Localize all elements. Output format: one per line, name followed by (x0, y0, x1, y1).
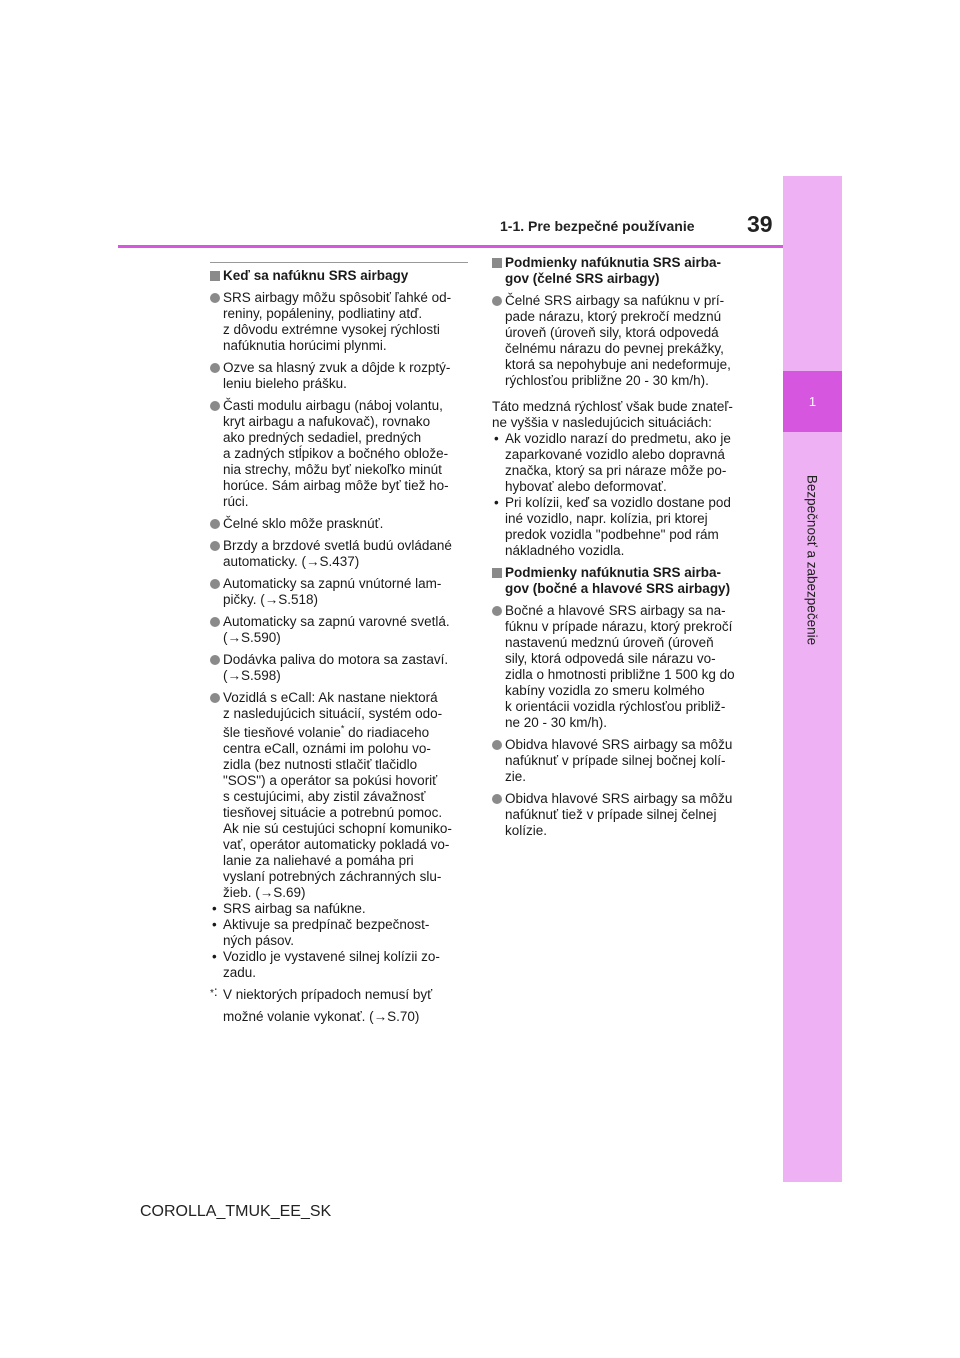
sub-bullet-item: • Aktivuje sa predpínač bezpečnost- ných pásov. (212, 917, 430, 948)
bullet-item: Brzdy a brzdové svetlá budú ovládané automaticky. (→S.437) (210, 538, 472, 570)
sub-bullet-item: • Pri kolízii, keď sa vozidlo dostane pod iné vozidlo, napr. kolízia, pri ktorej predok vozidla "podbehne" pod rám nákladného vozidla. (494, 495, 731, 558)
threshold-paragraph: Táto medzná rýchlosť však bude znateľ- ne vyššia v nasledujúcich situáciách: (492, 399, 733, 430)
square-bullet-icon (492, 258, 502, 268)
bullet-item: Časti modulu airbagu (náboj volantu, kryt airbagu a nafukovač), rovnako ako predných sedadiel, predných a zadných stĺpikov a bočného oblože- nia strechy, môžu byť niekoľko minút horúce. Sám airbag môže byť tiež ho- rúci. (210, 398, 472, 510)
round-bullet-icon (492, 740, 502, 750)
bullet-item: Bočné a hlavové SRS airbagy sa na- fúknu v prípade nárazu, ktorý prekročí nastavenú medznú úroveň (úroveň sily, ktorá odpovedá sile nárazu vo- zidla o hmotnosti približne 1 500 kg do kabíny vozidla zo smeru kolmého k orientácii vozidla rýchlosťou približ- ne 20 - 30 km/h). (492, 603, 760, 731)
round-bullet-icon (210, 693, 220, 703)
left-column (210, 268, 472, 1025)
bullet-item: Čelné sklo môže prasknúť. (210, 516, 472, 532)
bullet-item: SRS airbagy môžu spôsobiť ľahké od- reniny, popáleniny, podliatiny atď. z dôvodu extrémne vysokej rýchlosti nafúknutia horúcimi plynmi. (210, 290, 472, 354)
header-divider (118, 245, 783, 248)
bullet-item: Obidva hlavové SRS airbagy sa môžu nafúknuť tiež v prípade silnej čelnej kolízie. (492, 791, 760, 839)
sub-bullet-item: • SRS airbag sa nafúkne. (212, 901, 366, 916)
section-title: 1-1. Pre bezpečné používanie (500, 218, 695, 234)
round-bullet-icon (210, 541, 220, 551)
sub-bullet-item: • Ak vozidlo narazí do predmetu, ako je zaparkované vozidlo alebo dopravná značka, ktorý sa pri náraze môže po- hybovať alebo deformovať. (494, 431, 731, 494)
page-number: 39 (747, 211, 773, 237)
heading-side-curtain-conditions: Podmienky nafúknutia SRS airba- gov (bočné a hlavové SRS airbagy) (492, 565, 760, 597)
heading-airbag-deploy: Keď sa nafúknu SRS airbagy (210, 268, 472, 284)
bullet-item-ecall: Vozidlá s eCall: Ak nastane niektorá z nasledujúcich situácií, systém odo- šle tiesňové volanie* do riadiaceho centra eCall, oznámi im polohu vo- zidla (bez nutnosti stlačiť tlačidlo "SOS") a operátor sa pokúsi hovoriť s cestujúcimi, aby zistil závažnosť tiesňovej situácie a potrebnú pomoc. Ak nie sú cestujúci schopní komuniko- vať, operátor automaticky pokladá vo- lanie za naliehavé a pomáha pri vyslaní potrebných záchranných slu- žieb. (→S.69) (210, 690, 472, 901)
bullet-item: Automaticky sa zapnú varovné svetlá. (→S.590) (210, 614, 472, 646)
round-bullet-icon (210, 519, 220, 529)
bullet-item: Obidva hlavové SRS airbagy sa môžu nafúknuť v prípade silnej bočnej kolí- zie. (492, 737, 760, 785)
document-code-footer: COROLLA_TMUK_EE_SK (140, 1203, 332, 1220)
bullet-item: Ozve sa hlasný zvuk a dôjde k rozptý- leniu bieleho prášku. (210, 360, 472, 392)
round-bullet-icon (492, 794, 502, 804)
square-bullet-icon (210, 271, 220, 281)
bullet-item: Čelné SRS airbagy sa nafúknu v prí- pade nárazu, ktorý prekročí medznú úroveň (úroveň sily, ktorá odpovedá čelnému nárazu do pevnej prekážky, ktorá sa nepohybuje ani nedeformuje, rýchlosťou približne 20 - 30 km/h). (492, 293, 760, 389)
round-bullet-icon (210, 401, 220, 411)
footnote-marker: * (340, 723, 345, 734)
square-bullet-icon (492, 568, 502, 578)
bullet-item: Automaticky sa zapnú vnútorné lam- pičky. (→S.518) (210, 576, 472, 608)
chapter-number-badge: 1 (783, 371, 842, 432)
round-bullet-icon (492, 296, 502, 306)
right-column (492, 255, 760, 845)
footnote: *: V niektorých prípadoch nemusí byť možné volanie vykonať. (→S.70) (210, 984, 433, 1024)
chapter-side-tab (783, 176, 842, 1182)
sub-bullet-item: • Vozidlo je vystavené silnej kolízii zo- zadu. (212, 949, 440, 980)
bullet-item: Dodávka paliva do motora sa zastaví. (→S.598) (210, 652, 472, 684)
round-bullet-icon (210, 363, 220, 373)
heading-frontal-conditions: Podmienky nafúknutia SRS airba- gov (čelné SRS airbagy) (492, 255, 760, 287)
round-bullet-icon (210, 293, 220, 303)
round-bullet-icon (210, 617, 220, 627)
round-bullet-icon (492, 606, 502, 616)
chapter-title-vertical: Bezpečnosť a zabezpečenie (804, 474, 820, 646)
round-bullet-icon (210, 579, 220, 589)
round-bullet-icon (210, 655, 220, 665)
column-top-rule (210, 262, 468, 263)
